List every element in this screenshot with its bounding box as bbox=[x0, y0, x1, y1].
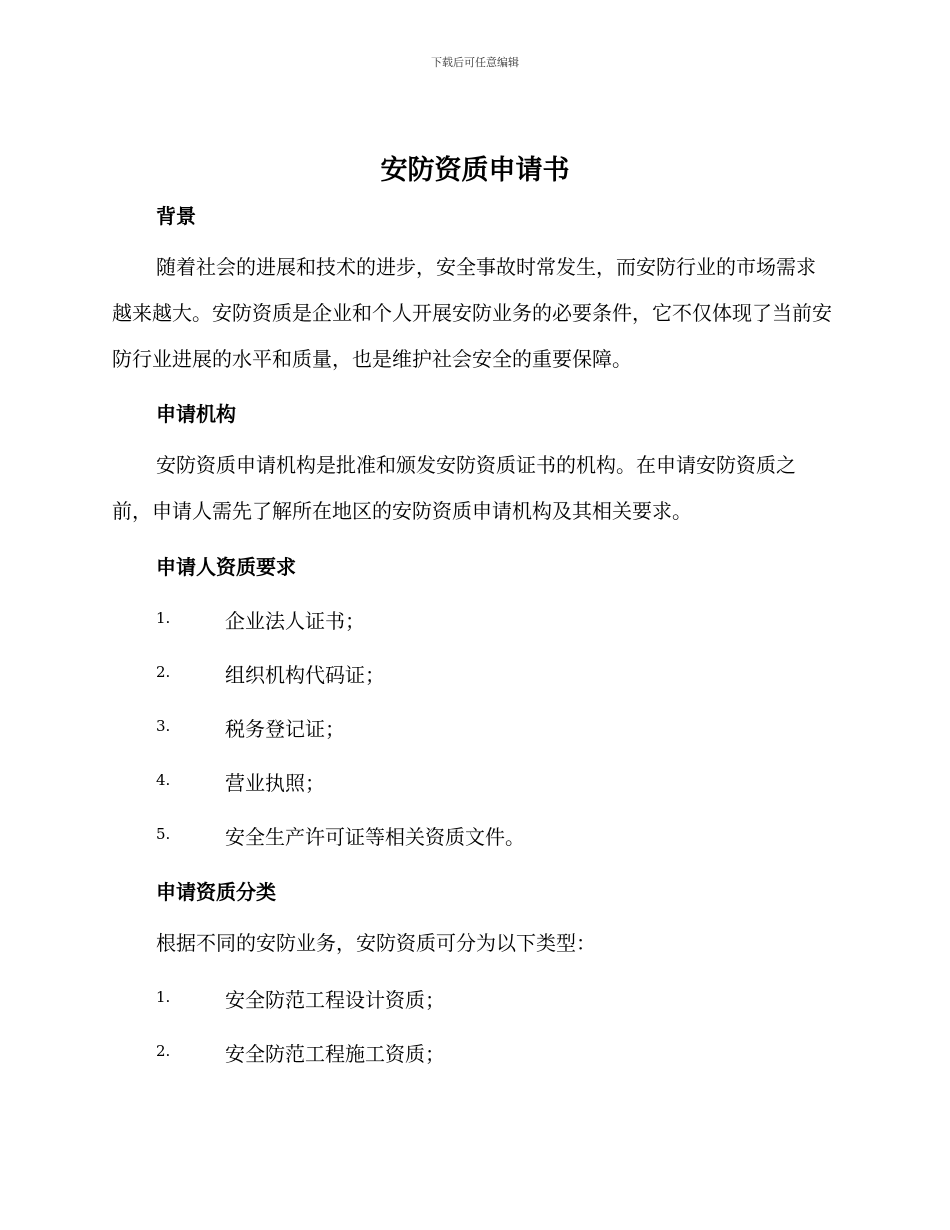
section-heading-background: 背景 bbox=[156, 204, 196, 228]
background-line-1: 随着社会的进展和技术的进步，安全事故时常发生，而安防行业的市场 bbox=[156, 255, 776, 279]
header-note: 下载后可任意编辑 bbox=[431, 56, 519, 69]
institution-line-1: 安防资质申请机构是批准和颁发安防资质证书的机构。在申请安防资质 bbox=[156, 453, 776, 477]
list-number: 4. bbox=[156, 771, 171, 789]
categories-intro: 根据不同的安防业务，安防资质可分为以下类型： bbox=[156, 931, 596, 955]
requirements-item bbox=[0, 821, 950, 851]
requirements-item bbox=[0, 767, 950, 797]
list-text: 安全防范工程设计资质； bbox=[225, 988, 445, 1012]
list-number: 3. bbox=[156, 717, 171, 735]
requirements-item bbox=[0, 605, 950, 635]
background-line-3: 现了当前安防行业进展的水平和质量，也是维护社会安全的重要保障。 bbox=[112, 301, 832, 371]
institution-paragraph bbox=[112, 442, 832, 534]
list-text: 企业法人证书； bbox=[225, 609, 365, 633]
list-text: 营业执照； bbox=[225, 771, 325, 795]
background-line-2: 需求越来越大。安防资质是企业和个人开展安防业务的必要条件，它不仅体 bbox=[112, 255, 816, 325]
list-text: 组织机构代码证； bbox=[225, 663, 385, 687]
categories-item bbox=[0, 1038, 950, 1068]
list-number: 1. bbox=[156, 609, 171, 627]
categories-item bbox=[0, 984, 950, 1014]
document-title: 安防资质申请书 bbox=[380, 155, 570, 186]
list-number: 1. bbox=[156, 988, 171, 1006]
section-heading-requirements: 申请人资质要求 bbox=[156, 555, 296, 579]
requirements-item bbox=[0, 659, 950, 689]
list-text: 安全防范工程施工资质； bbox=[225, 1042, 445, 1066]
background-paragraph bbox=[112, 244, 832, 382]
list-number: 5. bbox=[156, 825, 171, 843]
section-heading-categories: 申请资质分类 bbox=[156, 880, 276, 904]
list-text: 税务登记证； bbox=[225, 717, 345, 741]
section-heading-institution: 申请机构 bbox=[156, 402, 236, 426]
list-number: 2. bbox=[156, 663, 171, 681]
requirements-item bbox=[0, 713, 950, 743]
list-text: 安全生产许可证等相关资质文件。 bbox=[225, 825, 525, 849]
list-number: 2. bbox=[156, 1042, 171, 1060]
institution-line-2: 之前，申请人需先了解所在地区的安防资质申请机构及其相关要求。 bbox=[112, 453, 796, 523]
